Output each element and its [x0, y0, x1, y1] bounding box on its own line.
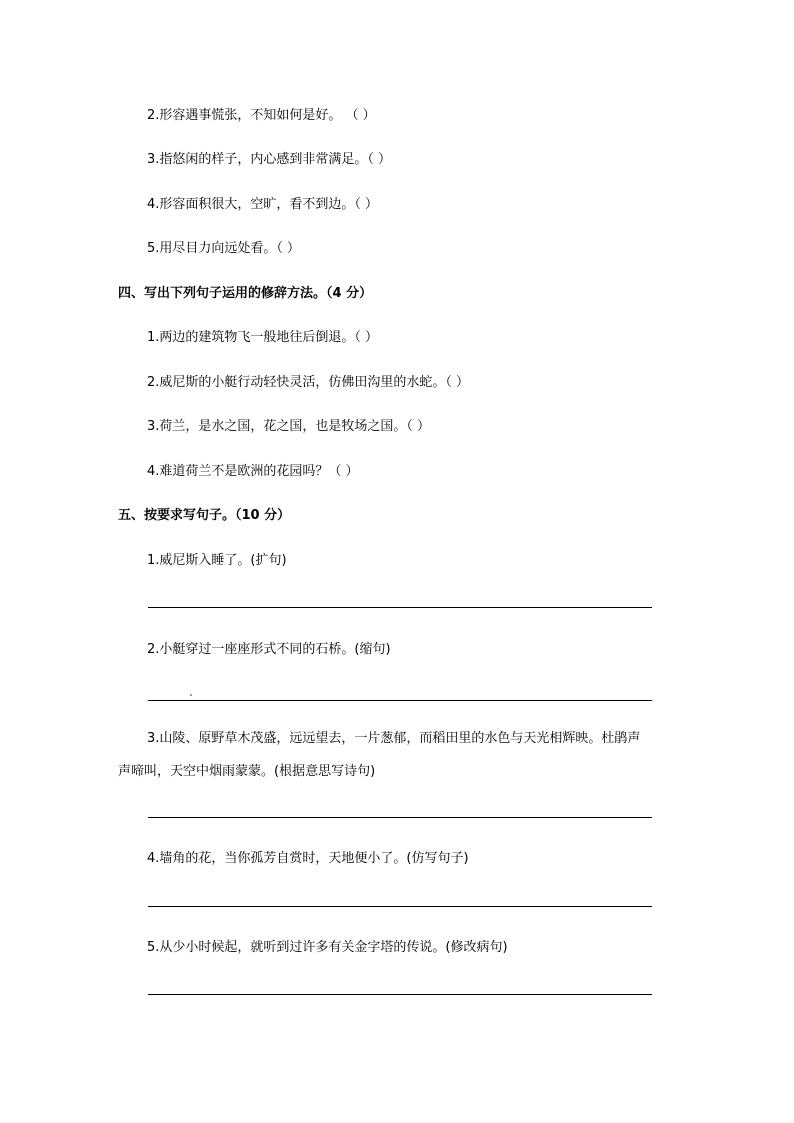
section3-item-5: 5.用尽目力向远处看。（ ） [147, 241, 301, 256]
answer-line-2[interactable] [148, 700, 652, 701]
answer-line-3[interactable] [148, 817, 652, 818]
section5-item-3-line2: 声啼叫，天空中烟雨蒙蒙。(根据意思写诗句) [118, 764, 376, 779]
answer-line-4[interactable] [148, 906, 652, 907]
section5-item-2: 2.小艇穿过一座座形式不同的石桥。(缩句) [147, 642, 391, 657]
section3-item-2: 2.形容遇事慌张，不知如何是好。 （ ） [147, 108, 376, 123]
section5-heading: 五、按要求写句子。（10 分） [118, 508, 291, 523]
section4-item-2: 2.威尼斯的小艇行动轻快灵活，仿佛田沟里的水蛇。（ ） [147, 375, 470, 390]
answer-line-5[interactable] [148, 994, 652, 995]
section4-heading: 四、写出下列句子运用的修辞方法。（4 分） [118, 286, 373, 301]
section5-item-5: 5.从少小时候起，就听到过许多有关金字塔的传说。(修改病句) [147, 940, 508, 955]
section4-item-1: 1.两边的建筑物飞一般地往后倒退。（ ） [147, 330, 379, 345]
section4-item-3: 3.荷兰，是水之国，花之国，也是牧场之国。（ ） [147, 419, 431, 434]
section5-item-1: 1.威尼斯入睡了。(扩句) [147, 553, 287, 568]
section4-item-4: 4.难道荷兰不是欧洲的花园吗？（ ） [147, 464, 359, 479]
stray-dot [190, 694, 192, 696]
answer-line-1[interactable] [148, 607, 652, 608]
section3-item-3: 3.指悠闲的样子，内心感到非常满足。（ ） [147, 152, 392, 167]
section5-item-3-line1: 3.山陵、原野草木茂盛，远远望去，一片葱郁，而稻田里的水色与天光相辉映。杜鹃声 [147, 731, 641, 746]
section3-item-4: 4.形容面积很大，空旷，看不到边。（ ） [147, 197, 379, 212]
section5-item-4: 4.墙角的花，当你孤芳自赏时，天地便小了。(仿写句子) [147, 851, 469, 866]
